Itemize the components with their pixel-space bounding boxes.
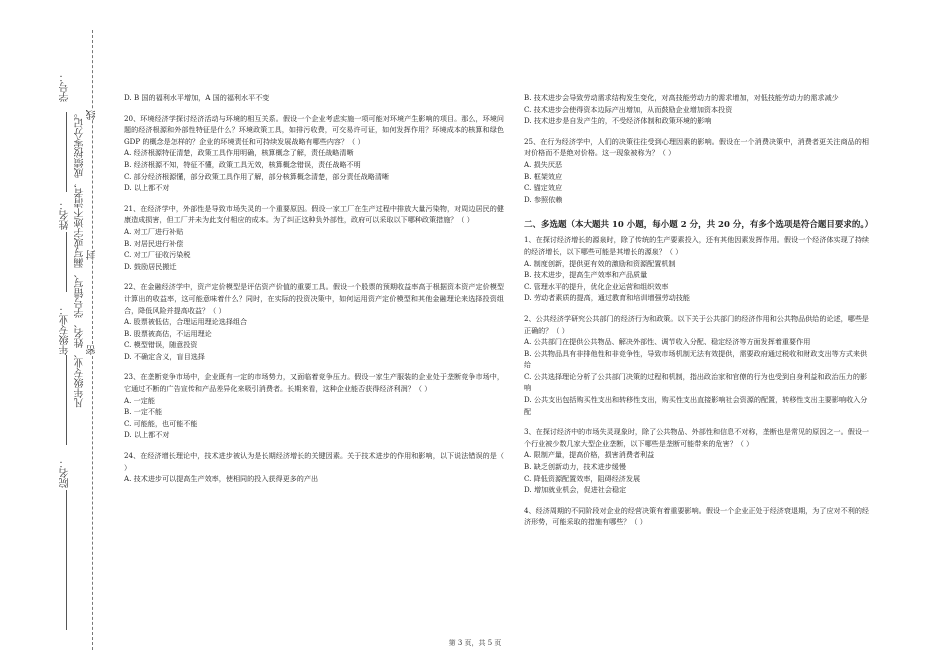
multi-question-2: 2、公共经济学研究公共部门的经济行为和政策。以下关于公共部门的经济作用和公共物品供给的论述，哪些是正确的？（ ）: [524, 313, 870, 335]
student-id-label: 学号：: [60, 72, 71, 102]
left-column: [124, 92, 504, 485]
grade-label: 年级专业：: [60, 305, 71, 355]
binding-margin: [0, 0, 120, 672]
m3-option-d: D. 增加就业机会，促进社会稳定: [524, 485, 627, 495]
m2-option-c: C. 公共选择理论分析了公共部门决策的过程和机制，指出政治家和官僚的行为也受到自身利益和政治压力的影响: [524, 371, 868, 393]
q20-option-d: D. 以上都不对: [124, 183, 170, 193]
school-blank: [66, 490, 67, 630]
q22-option-c: C. 模型错误，随意投资: [124, 340, 198, 350]
question-24: 24、在经济增长理论中，技术进步被认为是长期经济增长的关键因素。关于技术进步的作用和影响，以下说法错误的是（ ）: [124, 451, 504, 472]
m3-option-b: B. 缺乏创新动力，技术进步缓慢: [524, 462, 626, 472]
multi-question-1: 1、在探讨经济增长的源泉时，除了传统的生产要素投入，还有其他因素发挥作用。假设一个经济体实现了持续的经济增长，以下哪些可能是其增长的源泉？（ ）: [524, 235, 870, 256]
q23-option-c: C. 可能能，也可能不能: [124, 418, 198, 428]
q21-option-a: A. 对工厂进行补贴: [124, 226, 184, 236]
m3-option-a: A. 限制产量，提高价格，损害消费者利益: [524, 450, 655, 460]
m1-option-a: A. 制度创新，提供更有效的激励和资源配置机制: [524, 258, 676, 268]
multi-question-3: 3、在探讨经济中的市场失灵现象时，除了公共物品、外部性和信息不对称，垄断也是常见的原因之一。假设一个行业被少数几家大型企业垄断，以下哪些是垄断可能带来的危害？（ ）: [524, 427, 870, 448]
grade-blank: [66, 355, 67, 445]
q25-option-b: B. 框架效应: [524, 171, 563, 181]
m2-option-b: B. 公共物品具有非排他性和非竞争性，导致市场机制无法有效提供，需要政府通过税收和财政支出等方式来供给: [524, 348, 868, 370]
q25-option-d: D. 参照依赖: [524, 194, 563, 204]
q24-option-b: B. 技术进步会导致劳动需求结构发生变化，对高技能劳动力的需求增加，对低技能劳动力的需求减少: [524, 93, 839, 102]
question-25: 25、在行为经济学中，人们的决策往往受到心理因素的影响。假设在一个消费决策中，消费者更关注商品的相对价格而不是绝对价格。这一现象被称为？（ ）: [524, 136, 869, 158]
q21-option-c: C. 对工厂征收污染税: [124, 250, 191, 260]
multi-question-4: 4、经济周期的不同阶段对企业的经营决策有着重要影响。假设一个企业正处于经济衰退期，为了应对不利的经济形势，可能采取的措施有哪些？（ ）: [524, 505, 870, 527]
question-23: 23、在垄断竞争市场中，企业既有一定的市场势力，又面临着竞争压力。假设一家生产服装的企业处于垄断竞争市场中，它通过不断的广告宣传和产品差异化来吸引消费者。长期来看，这种企业能否获得经济利润？（ ）: [124, 372, 504, 394]
question-22: 22、在金融经济学中，资产定价模型是评估资产价值的重要工具。假设一个股票的预期收益率高于根据资本资产定价模型计算出的收益率，这可能意味着什么？同时，在实际的投资决策中，如何运用资产定价模型和其他金融理论来选择投资组合，降低风险并提高收益？（ ）: [124, 282, 504, 315]
m1-option-b: B. 技术进步，提高生产效率和产品质量: [524, 270, 648, 280]
m2-option-a: A. 公共部门在提供公共物品、解决外部性、调节收入分配、稳定经济等方面发挥着重要作用: [524, 337, 811, 347]
student-id-blank: [66, 112, 67, 192]
name-blank: [66, 232, 67, 292]
q23-option-a: A. 一定能: [124, 395, 155, 405]
m3-option-c: C. 降低资源配置效率，阻碍经济发展: [524, 473, 641, 483]
m1-option-d: D. 劳动者素质的提高，通过教育和培训增强劳动技能: [524, 293, 691, 303]
q25-option-c: C. 锚定效应: [524, 183, 563, 193]
q20-option-c: C. 部分经济根源懂，部分政策工具作用了解，部分核算概念清楚，部分责任战略清晰: [124, 171, 390, 181]
q21-option-b: B. 对居民进行补偿: [124, 238, 184, 248]
q23-option-b: B. 一定不能: [124, 407, 163, 417]
right-column: [524, 92, 874, 528]
binding-mark-secret: 密: [87, 345, 98, 355]
binding-mark-seal: 封: [87, 250, 98, 260]
carryover-option: D. B 国的福利水平增加，A 国的福利水平不变: [124, 93, 270, 102]
q22-option-a: A. 股票被低估，合理运用理论选择组合: [124, 317, 248, 327]
m2-option-d: D. 公共支出包括购买性支出和转移性支出，购买性支出直接影响社会资源的配置，转移性支出主要影响收入分配: [524, 395, 868, 416]
q21-option-d: D. 鼓励居民搬迁: [124, 261, 177, 271]
q24-option-d: D. 技术进步是自发产生的，不受经济体制和政策环境的影响: [524, 116, 712, 126]
q20-option-a: A. 经济根源特征清楚，政策工具作用明确，核算概念了解，责任战略清晰: [124, 148, 354, 158]
q22-option-b: B. 股票被高估，不运用理论: [124, 328, 212, 338]
binding-mark-line: 线: [87, 110, 98, 120]
binding-dashed-line: [92, 30, 93, 650]
section-multiple-choice-heading: 二、多选题（本大题共 10 小题，每小题 2 分，共 20 分，有多个选项是符合题目要求的。）: [524, 220, 874, 231]
q22-option-d: D. 不确定含义，盲目选择: [124, 351, 205, 361]
m1-option-c: C. 管理水平的提升，优化企业运营和组织效率: [524, 281, 669, 291]
q24-option-c: C. 技术进步会使得资本边际产出增加，从而鼓励企业增加资本投资: [524, 104, 733, 114]
question-20: 20、环境经济学探讨经济活动与环境的相互关系。假设一个企业考虑实施一项可能对环境产生影响的项目。那么，环境问题的经济根源和外部性特征是什么？环境政策工具，如排污收费，可交易许可证，如何发挥作用？环境成本的核算和绿色 GDP 的概念是怎样的？企业的环境责任和可持续发展战略有哪些内容？（ ）: [124, 113, 504, 146]
q25-option-a: A. 损失厌恶: [524, 159, 563, 169]
page-number: 第 3 页，共 5 页: [448, 639, 502, 647]
q24-option-a: A. 技术进步可以提高生产效率，使相同的投入获得更多的产出: [124, 474, 319, 484]
question-21: 21、在经济学中，外部性是导致市场失灵的一个重要原因。假设一家工厂在生产过程中排放大量污染物，对周边居民的健康造成损害，但工厂并未为此支付相应的成本。为了纠正这种负外部性，政府可以采取以下哪种政策措施？（ ）: [124, 203, 504, 225]
binding-warning: 凡年级专业、姓名、学号错写、漏写或字迹不清者，成绩按零分记。: [75, 108, 86, 408]
school-label: 院名：: [60, 458, 71, 488]
q23-option-d: D. 以上都不对: [124, 430, 170, 440]
name-label: 姓名：: [60, 200, 71, 230]
q20-option-b: B. 经济根源不知，特征不懂，政策工具无效，核算概念错误，责任战略不明: [124, 159, 361, 169]
